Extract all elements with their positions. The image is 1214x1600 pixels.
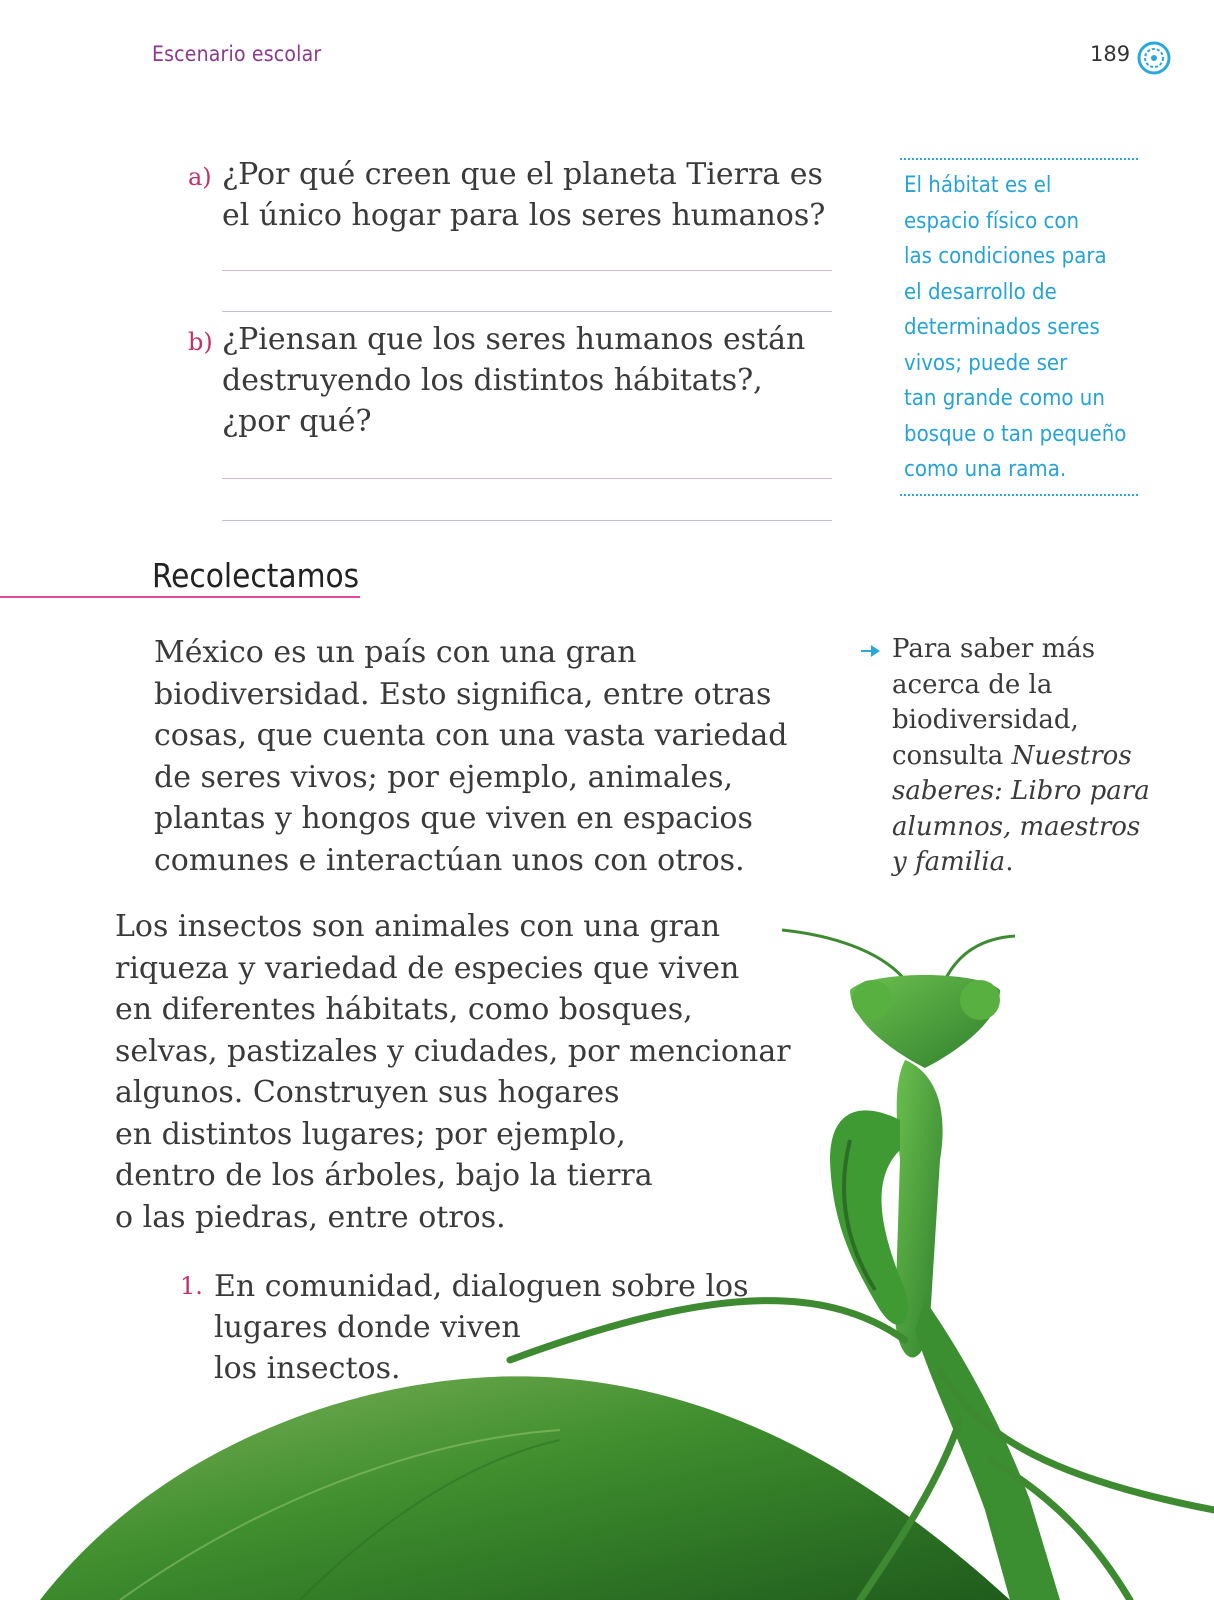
page-number: 189 <box>1090 42 1131 66</box>
paragraph-line: Los insectos son animales con una gran <box>115 909 721 944</box>
question-line: ¿Piensan que los seres humanos están <box>222 322 806 357</box>
paragraph-line: riqueza y variedad de especies que viven <box>115 950 740 986</box>
definition-line: tan grande como un <box>904 386 1105 411</box>
tip-line: Para saber más <box>892 634 1096 664</box>
book-title: Nuestros <box>1011 740 1132 771</box>
question-letter: b) <box>188 328 213 356</box>
definition-line: bosque o tan pequeño <box>904 421 1127 447</box>
tip-line: acerca de la <box>892 669 1053 700</box>
paragraph-line: biodiversidad. Esto significa, entre otras <box>154 676 772 712</box>
tip-text: consulta <box>892 740 1012 771</box>
tip-line <box>892 774 1152 810</box>
answer-line[interactable] <box>222 270 832 271</box>
book-title: alumnos, maestros <box>892 811 1141 842</box>
tip-text: . <box>1005 847 1014 877</box>
question-line: ¿Por qué creen que el planeta Tierra es <box>222 157 823 192</box>
paragraph-line: de seres vivos; por ejemplo, animales, <box>154 759 734 795</box>
definition-line: determinados seres <box>904 315 1100 340</box>
body-paragraph <box>115 906 815 1238</box>
arrow-right-icon <box>860 642 882 660</box>
section-rule <box>0 596 360 598</box>
question-line: el único hogar para los seres humanos? <box>222 198 826 233</box>
tip-line <box>892 810 1152 846</box>
paragraph-line: plantas y hongos que viven en espacios <box>154 801 753 836</box>
definition-line: como una rama. <box>904 457 1067 482</box>
paragraph-line: cosas, que cuenta con una vasta variedad <box>154 718 788 753</box>
definition-line: las condiciones para <box>904 244 1107 269</box>
tip-note <box>892 632 1152 881</box>
activity-line: En comunidad, dialoguen sobre los <box>214 1269 749 1304</box>
paragraph-line: en diferentes hábitats, como bosques, <box>115 992 693 1027</box>
section-title: Recolectamos <box>152 556 360 595</box>
definition-text <box>904 168 1144 488</box>
definition-line: vivos; puede ser <box>904 350 1068 376</box>
definition-line: El hábitat es el <box>904 173 1052 198</box>
question-letter: a) <box>188 163 212 191</box>
question-a <box>222 154 842 236</box>
answer-line[interactable] <box>222 478 832 479</box>
paragraph-line: o las piedras, entre otros. <box>115 1199 506 1235</box>
paragraph-line: comunes e interactúan unos con otros. <box>154 842 745 878</box>
activity-prompt <box>214 1266 774 1389</box>
definition-line: espacio físico con <box>904 208 1080 234</box>
activity-line: los insectos. <box>214 1351 401 1386</box>
paragraph-line: en distintos lugares; por ejemplo, <box>115 1116 626 1152</box>
question-b <box>222 319 842 442</box>
tip-line <box>892 739 1152 775</box>
paragraph-line: selvas, pastizales y ciudades, por mencionar <box>115 1033 791 1069</box>
running-header: Escenario escolar <box>152 42 322 66</box>
ornament-icon <box>1137 41 1171 75</box>
book-title: saberes: Libro para <box>892 776 1150 806</box>
paragraph-line: dentro de los árboles, bajo la tierra <box>115 1158 653 1193</box>
tip-line: biodiversidad, <box>892 705 1079 735</box>
question-line: destruyendo los distintos hábitats?, <box>222 363 763 398</box>
paragraph-line: algunos. Construyen sus hogares <box>115 1075 620 1110</box>
book-title: y familia <box>892 847 1006 877</box>
activity-number: 1. <box>180 1272 203 1300</box>
definition-line: el desarrollo de <box>904 279 1057 305</box>
tip-line <box>892 845 1152 881</box>
intro-paragraph <box>154 632 834 881</box>
answer-line[interactable] <box>222 311 832 312</box>
paragraph-line: México es un país con una gran <box>154 635 637 670</box>
activity-line: lugares donde viven <box>214 1310 521 1345</box>
answer-line[interactable] <box>222 520 832 521</box>
question-line: ¿por qué? <box>222 404 372 439</box>
